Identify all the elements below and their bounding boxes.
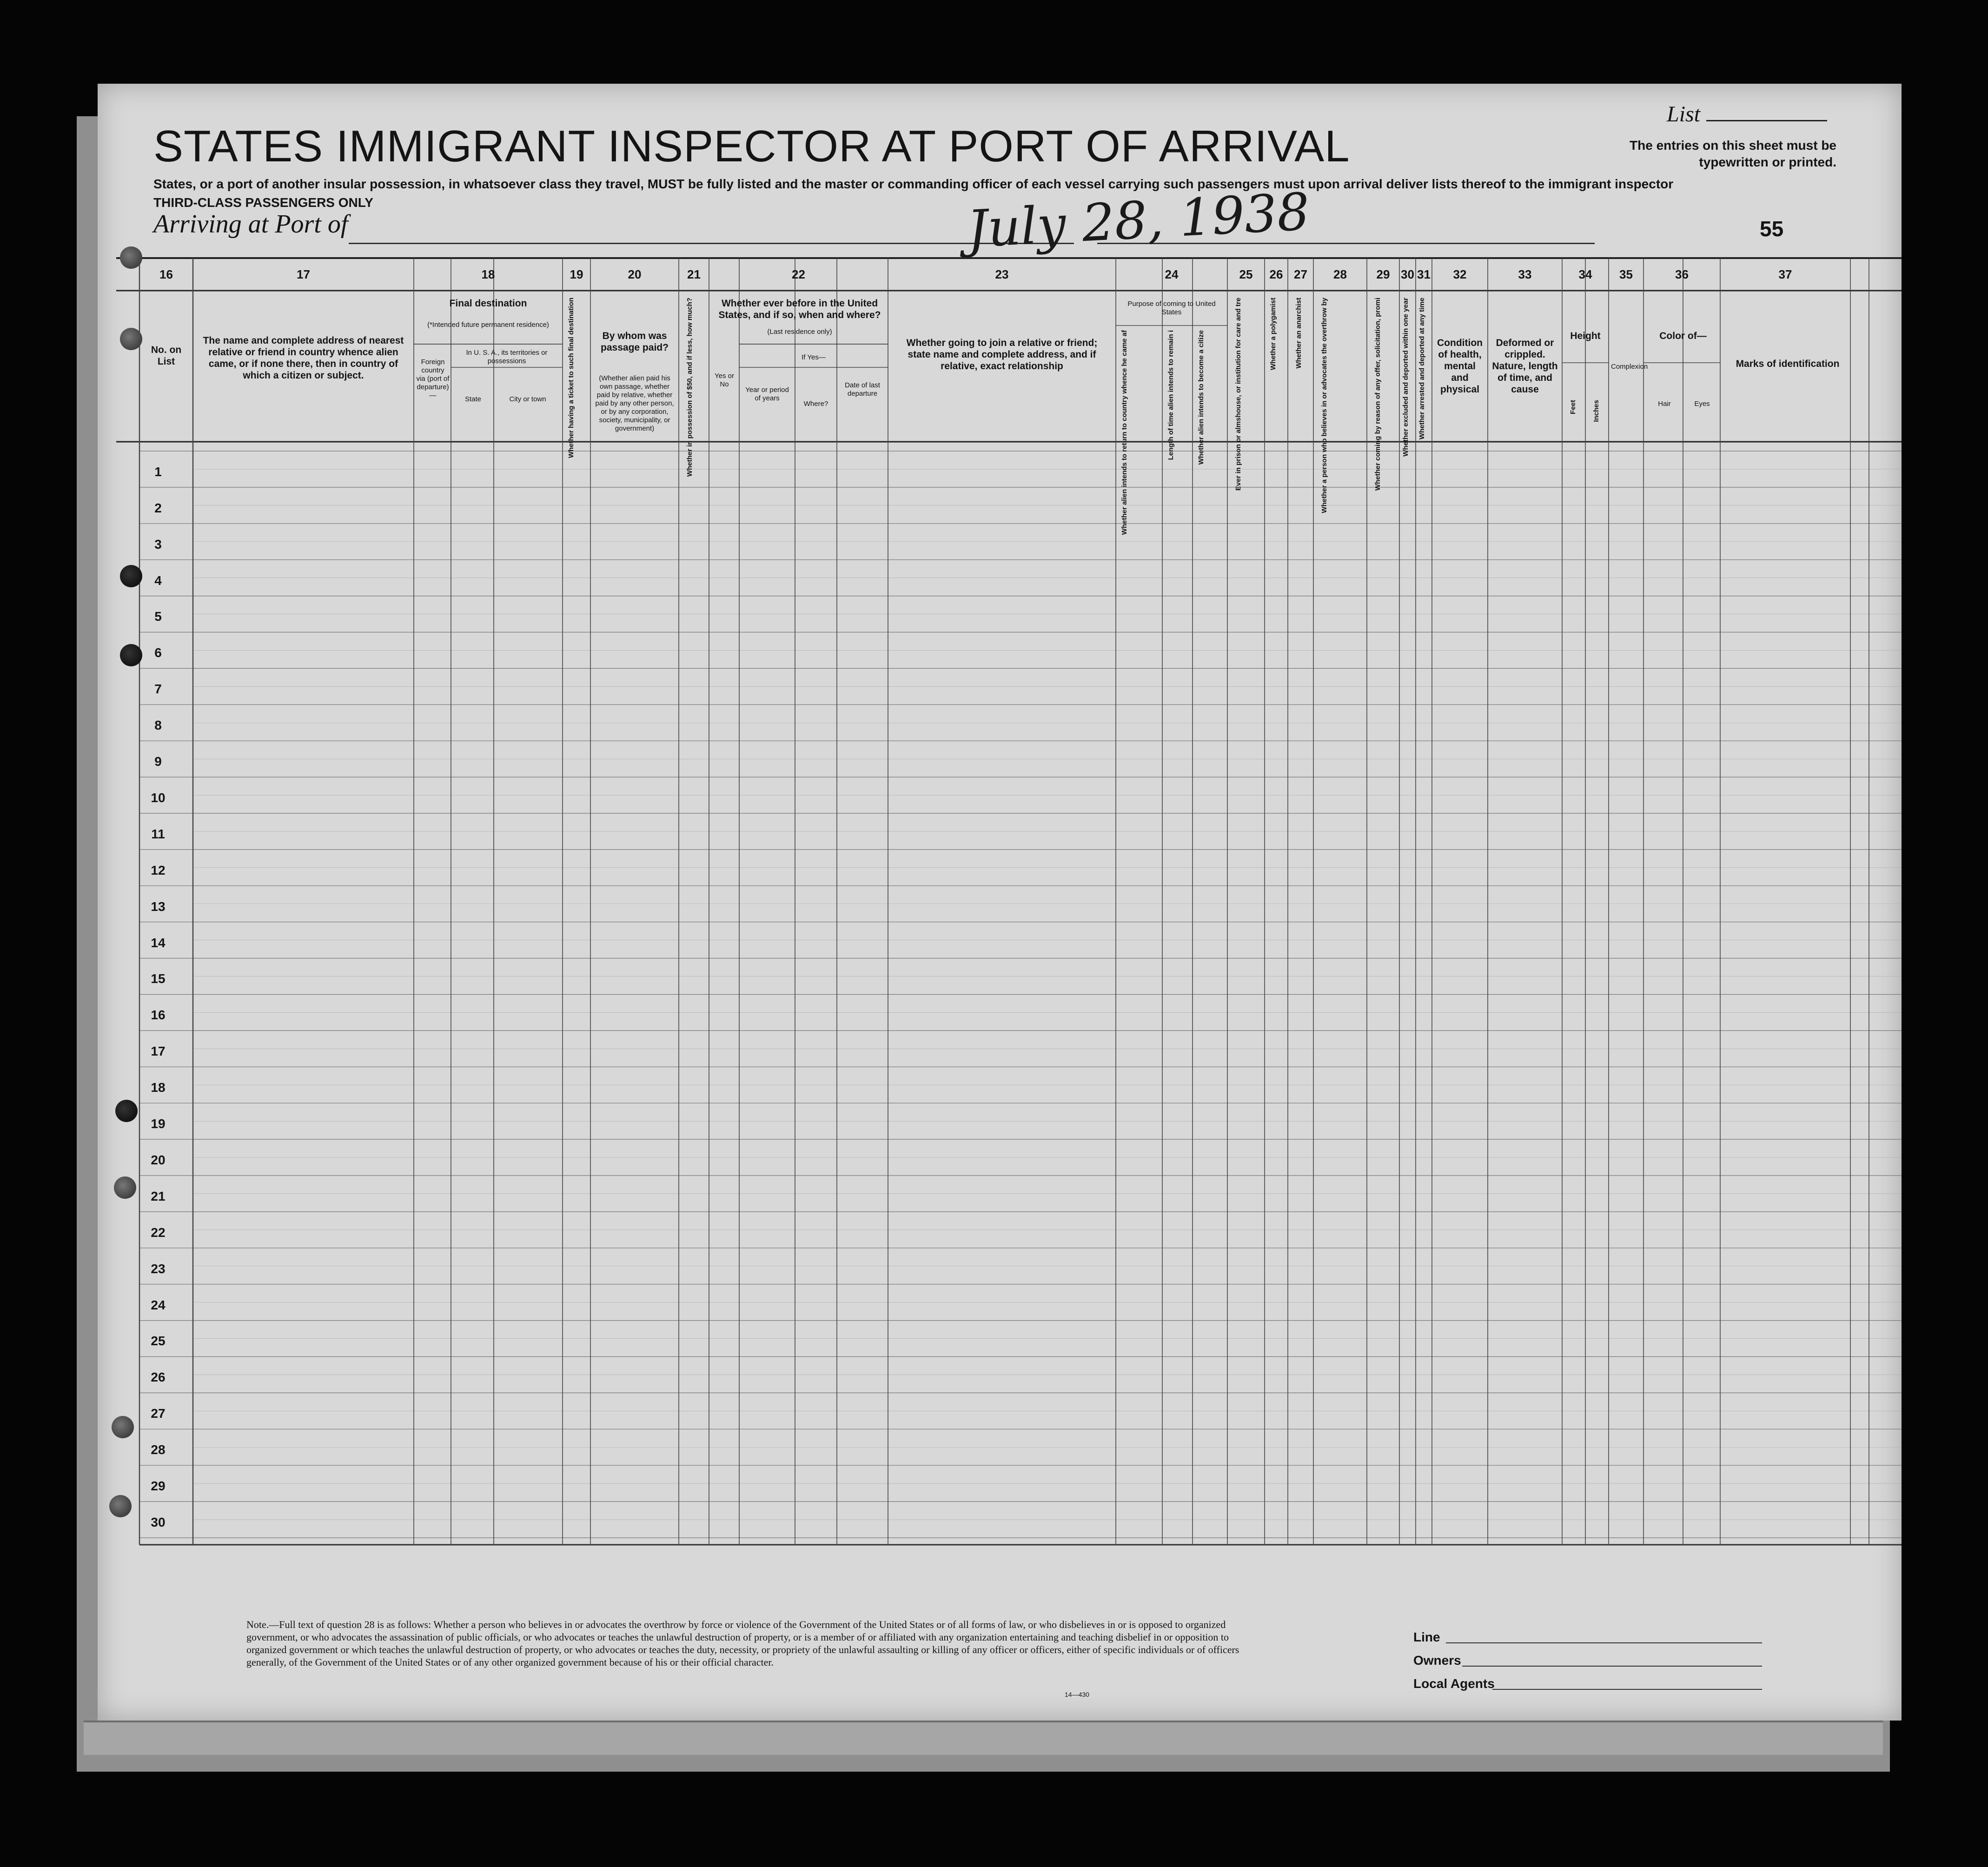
line-label: Line <box>1413 1630 1440 1644</box>
col18-city: City or town <box>509 395 546 403</box>
col23-label: Whether going to join a relative or friend; state name and complete address, and if relative, exact relationship <box>906 338 1098 372</box>
row-number: 18 <box>151 1080 166 1095</box>
table-grid <box>98 84 1902 1721</box>
binder-hole <box>115 1100 138 1122</box>
row-number: 12 <box>151 863 166 877</box>
col22-yesno: Yes or No <box>715 372 734 388</box>
column-number-27: 27 <box>1294 267 1307 281</box>
arriving-label: Arriving at Port of <box>153 210 348 239</box>
column-number-29: 29 <box>1376 267 1390 281</box>
col24-citizen: Whether alien intends to become a citize <box>1197 330 1205 465</box>
form-title: STATES IMMIGRANT INSPECTOR AT PORT OF ARRIVAL <box>153 121 1350 171</box>
col22-where: Where? <box>803 400 828 408</box>
col28-label: Whether a person who believes in or advocates the overthrow by <box>1320 298 1328 513</box>
row-number: 8 <box>154 718 162 733</box>
column-number-19: 19 <box>570 267 583 281</box>
row-number: 28 <box>151 1442 166 1457</box>
col20-label: By whom was passage paid? <box>601 331 669 353</box>
col16-label: No. on List <box>151 345 182 367</box>
row-number: 24 <box>151 1297 166 1312</box>
col20-sub: (Whether alien paid his own passage, whether paid by relative, whether paid by any other person, or by any corporation, society, municipality, or government) <box>595 374 674 432</box>
col22-label: Whether ever before in the United States, and if so, when and where? <box>718 298 881 320</box>
col30-label: Whether excluded and deported within one year <box>1402 298 1410 457</box>
col36-label: Color of— <box>1659 331 1707 341</box>
row-number: 3 <box>154 537 162 551</box>
row-number: 11 <box>151 826 165 841</box>
handwritten-date: July 28, 1938 <box>966 181 1311 259</box>
col36-eyes: Eyes <box>1694 400 1710 408</box>
col22-years: Year or period of years <box>745 386 789 402</box>
column-number-26: 26 <box>1269 267 1283 281</box>
col34-inches: Inches <box>1592 400 1600 422</box>
column-number-37: 37 <box>1778 267 1792 281</box>
row-number: 19 <box>151 1116 166 1131</box>
column-number-22: 22 <box>792 267 805 281</box>
column-number-21: 21 <box>687 267 701 281</box>
binder-hole <box>120 246 142 269</box>
row-number: 16 <box>151 1008 166 1023</box>
binder-hole <box>120 565 142 587</box>
row-number: 6 <box>154 645 162 660</box>
column-number-17: 17 <box>297 267 310 281</box>
column-number-32: 32 <box>1453 267 1467 281</box>
page-number: 55 <box>1760 217 1784 241</box>
question-28-note: Note.—Full text of question 28 is as follows: Whether a person who believes in or advocates the overthrow by force or violence of the Government of the United States or of all forms of law, or who disbelieves in or is opposed to organized government, or who advocates the assassination of public officials, or who advocates or teaches the unlawful destruction of property, or is a member of or affiliated with any organization entertaining and teaching disbelief in or opposition to organized government or which teaches the unlawful destruction of property, or who advocates or teaches the duty, necessity, or propriety of the unlawful assaulting or killing of any officer or officers, either of specific individuals or of officers generally, of the Government of the United States or of any other organized government because of his or their official character. <box>246 1619 1239 1668</box>
binder-hole <box>120 328 142 350</box>
column-number-34: 34 <box>1578 267 1592 281</box>
col24-label: Purpose of coming to United States <box>1127 300 1216 316</box>
row-number: 29 <box>151 1479 166 1494</box>
owners-label: Owners <box>1413 1653 1461 1668</box>
col26-label: Whether a polygamist <box>1269 298 1277 370</box>
form-instruction: States, or a port of another insular possession, in whatsoever class they travel, MUST be fully listed and the master or commanding officer of each vessel carrying such passengers must upon arrival deliver lists thereof to the immigrant inspector <box>153 177 1674 191</box>
column-number-33: 33 <box>1518 267 1532 281</box>
column-number-28: 28 <box>1333 267 1347 281</box>
row-number: 25 <box>151 1334 166 1349</box>
col22-departure: Date of last departure <box>845 381 880 398</box>
row-number: 9 <box>154 754 162 769</box>
row-number: 20 <box>151 1152 166 1167</box>
col33-label: Deformed or crippled. Nature, length of time, and cause <box>1492 338 1558 395</box>
row-number: 17 <box>151 1044 166 1059</box>
binder-hole <box>112 1416 134 1438</box>
col29-label: Whether coming by reason of any offer, solicitation, promi <box>1374 298 1382 491</box>
row-number: 10 <box>151 790 166 805</box>
row-number: 27 <box>151 1406 166 1421</box>
column-number-36: 36 <box>1675 267 1689 281</box>
class-note: THIRD-CLASS PASSENGERS ONLY <box>153 195 373 210</box>
row-number: 1 <box>154 464 162 479</box>
col25-label: Ever in prison or almshouse, or institution for care and tre <box>1234 298 1242 491</box>
col36-hair: Hair <box>1658 400 1671 408</box>
col35-label: Complexion <box>1611 363 1648 371</box>
column-number-23: 23 <box>995 267 1009 281</box>
col27-label: Whether an anarchist <box>1295 298 1303 369</box>
column-number-25: 25 <box>1239 267 1253 281</box>
col34-label: Height <box>1570 331 1601 341</box>
column-number-30: 30 <box>1401 267 1414 281</box>
agents-label: Local Agents <box>1413 1676 1495 1691</box>
column-number-20: 20 <box>628 267 642 281</box>
col18-foreign: Foreign country via (port of departure)— <box>416 358 450 399</box>
row-number: 21 <box>151 1189 166 1203</box>
row-number: 5 <box>154 609 162 624</box>
row-number: 7 <box>154 682 162 697</box>
row-number: 15 <box>151 971 166 986</box>
row-number: 23 <box>151 1261 166 1276</box>
binder-hole <box>120 644 142 666</box>
col31-label: Whether arrested and deported at any time <box>1418 298 1426 440</box>
row-number: 30 <box>151 1515 166 1529</box>
col18-label: Final destination <box>449 298 527 309</box>
row-number: 13 <box>151 899 166 914</box>
binder-hole <box>114 1176 136 1199</box>
row-number: 4 <box>154 573 162 588</box>
form-number: 14—430 <box>1065 1691 1089 1698</box>
col37-label: Marks of identification <box>1736 359 1840 369</box>
manifest-sheet <box>98 84 1902 1721</box>
col17-label: The name and complete address of nearest relative or friend in country whence alien came, or if none there, then in country of which a citizen or subject. <box>203 335 404 381</box>
col18-sub: (*Intended future permanent residence) <box>427 321 549 329</box>
row-number: 14 <box>151 935 166 950</box>
column-number-35: 35 <box>1619 267 1633 281</box>
row-number: 22 <box>151 1225 166 1240</box>
row-number: 26 <box>151 1370 166 1385</box>
entries-note: The entries on this sheet must be typewritten or printed. <box>1630 138 1836 169</box>
list-label: List <box>1667 102 1701 126</box>
agents-blank <box>1492 1689 1762 1690</box>
col24-length: Length of time alien intends to remain i <box>1167 330 1175 460</box>
column-number-24: 24 <box>1165 267 1179 281</box>
col24-return: Whether alien intends to return to country whence he came af <box>1120 330 1128 535</box>
col19-label: Whether having a ticket to such final destination <box>567 298 575 458</box>
line-blank <box>1446 1642 1762 1643</box>
column-number-18: 18 <box>481 267 495 281</box>
col34-feet: Feet <box>1569 400 1577 414</box>
page-stack-edge <box>84 1721 1883 1755</box>
binder-hole <box>109 1495 132 1517</box>
col18-state: State <box>464 395 482 403</box>
col18-usa: In U. S. A., its territories or possessions <box>466 349 548 365</box>
col32-label: Condition of health, mental and physical <box>1437 338 1483 395</box>
owners-blank <box>1462 1666 1762 1667</box>
col22-sub: (Last residence only) <box>767 328 832 336</box>
column-number-16: 16 <box>159 267 173 281</box>
col21-label: Whether in possession of $50, and if less, how much? <box>686 298 694 477</box>
column-number-31: 31 <box>1417 267 1431 281</box>
col22-ifyes: If Yes— <box>802 353 826 361</box>
row-number: 2 <box>154 500 162 515</box>
